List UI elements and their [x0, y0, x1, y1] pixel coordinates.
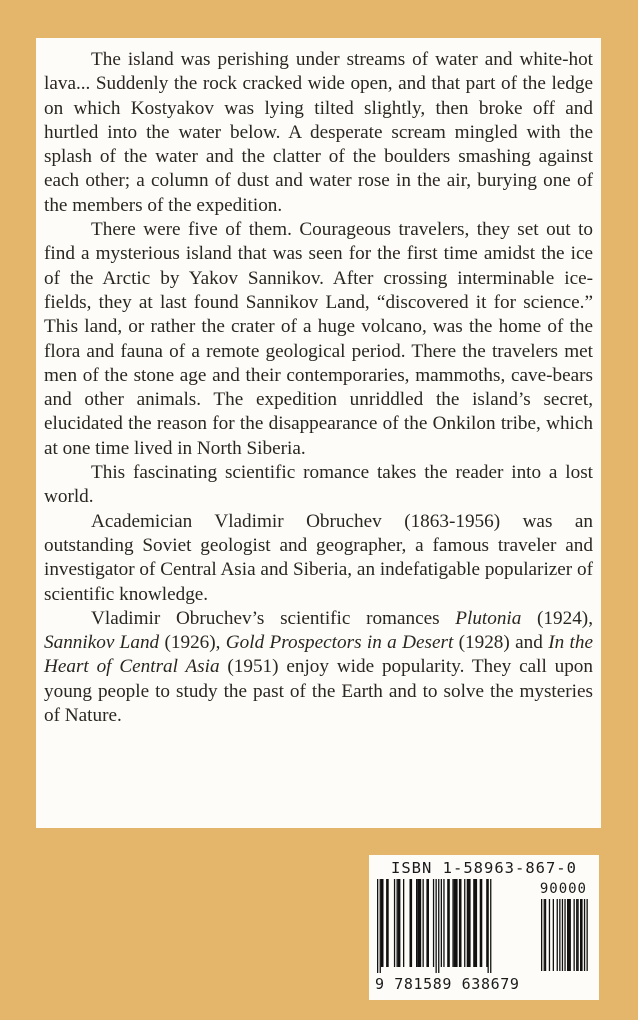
barcode-bar: [454, 879, 458, 967]
barcode-bar: [441, 879, 442, 967]
barcode-bar: [567, 899, 571, 971]
barcode-bar: [564, 899, 565, 971]
barcode-bar: [587, 899, 588, 971]
barcode-bar: [549, 899, 550, 971]
barcode-bar: [423, 879, 424, 967]
barcode-bar: [473, 879, 477, 967]
isbn-label: ISBN 1-58963-867-0: [391, 859, 577, 877]
ean-number: 9 781589 638679: [375, 975, 520, 993]
barcode-bar: [559, 899, 560, 971]
barcode-bar: [576, 899, 577, 971]
excerpt-paragraph: The island was perishing under streams of water and white-hot lava... Suddenly the rock cracked wide open, and that part of the ledge on which Kostyakov was lying tilted slightly, then broke off and hurtled into the water below. A desperate scream mingled with the splash of the water and the clatter of the boulders smashing against each other; a column of dust and water rose in the air, burying one of the members of the expedition.: [44, 49, 593, 216]
barcode-bar: [433, 879, 434, 967]
barcode-bar: [464, 879, 465, 967]
synopsis-paragraph: There were five of them. Courageous travelers, they set out to find a mysterious island that was seen for the first time amidst the ice of the Arctic by Yakov Sannikov. After crossing interminable ice-fields, they at last found Sannikov Land, “discovered it for science.” This land, or rather the crater of a huge volcano, was the home of the flora and fauna of a remote geological period. There the travelers met men of the stone age and their contemporaries, mammoths, cave-bears and other animals. The expedition unriddled the island’s secret, elucidated the reason for the disappearance of the Onkilon tribe, which at one time lived in North Siberia.: [44, 219, 593, 459]
price-code-label: 90000: [539, 881, 587, 897]
barcode-bar: [467, 879, 468, 967]
barcode-bar: [397, 879, 398, 967]
barcode-bar: [545, 899, 546, 971]
barcode-bar: [480, 879, 483, 967]
barcode-bar: [417, 879, 421, 967]
barcode-bar: [577, 899, 578, 971]
barcode-bar: [436, 879, 437, 973]
barcode-bar: [416, 879, 417, 967]
works-outro: (1951) enjoy wide popularity. They call upon young people to study the past of the Earth and to solve the mysteries of Nature.: [44, 656, 593, 727]
barcode-bar: [426, 879, 429, 967]
ean-barcode: [375, 879, 535, 975]
barcode-bar: [557, 899, 558, 971]
work-title-heart-of-central-asia: In the Heart of Central Asia: [44, 632, 593, 678]
barcode-bar: [403, 879, 404, 967]
work-title-plutonia: Plutonia: [455, 607, 522, 629]
barcode-bar: [553, 899, 554, 971]
barcode-bar: [452, 879, 453, 967]
works-paragraph: [44, 607, 593, 728]
barcode-bar: [386, 879, 389, 967]
barcode-bar: [410, 879, 413, 967]
barcode-bar: [443, 879, 444, 967]
barcode-block: [369, 855, 599, 1000]
author-bio-paragraph: Academician Vladimir Obruchev (1863-1956) was an outstanding Soviet geologist and geographer, a famous traveler and investigator of Central Asia and Siberia, an indefatigable popularizer of scientific knowledge.: [44, 510, 593, 605]
barcode-bar: [438, 879, 439, 973]
barcode-bar: [381, 879, 384, 967]
barcode-bar: [380, 879, 381, 973]
barcode-bar: [580, 899, 583, 971]
description-panel: [36, 38, 601, 828]
works-year-1: (1924),: [521, 607, 593, 629]
barcode-bar: [544, 899, 545, 971]
barcode-bar: [574, 899, 575, 971]
barcode-bar: [488, 879, 489, 973]
barcode-bar: [398, 879, 401, 967]
barcode-bar: [486, 879, 487, 967]
works-year-2: (1926),: [159, 632, 226, 654]
barcode-bar: [394, 879, 395, 967]
barcode-bar: [541, 899, 542, 971]
barcode-bar: [468, 879, 471, 967]
barcode-bar: [584, 899, 585, 971]
barcode-bar: [562, 899, 563, 971]
teaser-paragraph: This fascinating scientific romance takes the reader into a lost world.: [44, 462, 593, 508]
works-year-3: (1928) and: [453, 632, 549, 654]
barcode-bar: [459, 879, 462, 967]
barcode-bar: [377, 879, 378, 973]
work-title-gold-prospectors: Gold Prospectors in a Desert: [225, 632, 454, 654]
barcode-bar: [447, 879, 450, 967]
price-addon-barcode: [539, 899, 591, 975]
works-intro: Vladimir Obruchev’s scientific romances: [91, 607, 456, 629]
work-title-sannikov-land: Sannikov Land: [44, 632, 160, 654]
barcode-bar: [490, 879, 491, 973]
